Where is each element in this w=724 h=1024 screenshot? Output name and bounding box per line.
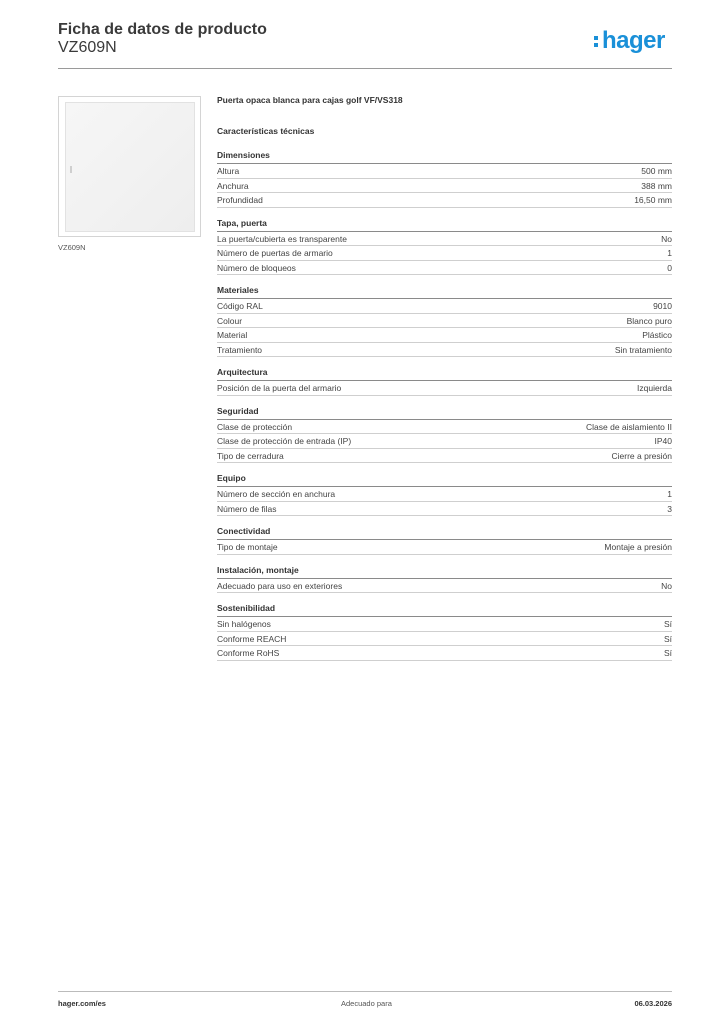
spec-label: Colour [217, 315, 243, 326]
spec-row [217, 502, 672, 517]
spec-value: 1 [667, 248, 672, 258]
spec-value: 388 mm [641, 180, 672, 191]
spec-label: Sin halógenos [217, 619, 271, 629]
spec-value: No [661, 580, 672, 591]
footer-date: 06.03.2026 [634, 999, 672, 1008]
spec-row [217, 434, 672, 449]
spec-row [217, 164, 672, 179]
spec-label: Clase de protección [217, 421, 293, 432]
section-heading: Equipo [217, 473, 672, 487]
spec-value: Plástico [642, 330, 672, 340]
spec-label: Adecuado para uso en exteriores [217, 580, 343, 591]
spec-section [217, 603, 672, 661]
section-heading: Dimensiones [217, 150, 672, 164]
spec-row [217, 632, 672, 647]
spec-value: Sí [663, 648, 672, 658]
spec-row [217, 579, 672, 594]
spec-row [217, 299, 672, 314]
spec-label: Número de bloqueos [217, 262, 296, 273]
spec-row [217, 449, 672, 464]
spec-label: Número de filas [217, 503, 277, 514]
spec-value: 0 [667, 262, 672, 273]
spec-label: La puerta/cubierta es transparente [217, 233, 347, 244]
spec-row [217, 487, 672, 502]
spec-value: Sí [663, 619, 672, 629]
section-heading: Tapa, puerta [217, 218, 672, 232]
logo-text: hager [602, 27, 665, 54]
spec-label: Conforme RoHS [217, 648, 280, 658]
spec-row [217, 246, 672, 261]
section-heading: Instalación, montaje [217, 565, 672, 579]
spec-row [217, 328, 672, 343]
spec-row [217, 381, 672, 396]
page-title: Ficha de datos de producto [58, 21, 267, 38]
spec-label: Tipo de cerradura [217, 450, 284, 461]
hager-logo[interactable] [594, 27, 674, 55]
spec-label: Anchura [217, 180, 249, 191]
spec-row [217, 261, 672, 276]
spec-row [217, 420, 672, 435]
spec-section [217, 367, 672, 396]
spec-section [217, 285, 672, 357]
spec-row [217, 179, 672, 194]
section-heading: Materiales [217, 285, 672, 299]
spec-value: 500 mm [641, 166, 672, 176]
logo-dots-icon [594, 36, 598, 50]
spec-label: Código RAL [217, 301, 263, 311]
spec-value: Blanco puro [626, 315, 672, 326]
spec-value: Clase de aislamiento II [586, 421, 672, 432]
spec-content [217, 95, 672, 671]
product-reference: VZ609N [58, 39, 117, 56]
spec-value: Sin tratamiento [614, 344, 672, 355]
section-heading: Arquitectura [217, 367, 672, 381]
spec-label: Altura [217, 166, 240, 176]
header-divider [58, 68, 672, 69]
product-name: Puerta opaca blanca para cajas golf VF/VS318 [217, 95, 403, 105]
spec-label: Posición de la puerta del armario [217, 383, 342, 393]
spec-row [217, 646, 672, 661]
image-caption: VZ609N [58, 243, 86, 252]
spec-label: Material [217, 330, 248, 340]
section-heading: Sostenibilidad [217, 603, 672, 617]
footer-note: Adecuado para [341, 999, 392, 1008]
spec-section [217, 473, 672, 516]
spec-label: Tratamiento [217, 344, 263, 355]
spec-label: Número de sección en anchura [217, 489, 336, 499]
footer-divider [58, 991, 672, 992]
spec-label: Profundidad [217, 195, 263, 205]
footer-website[interactable]: hager.com/es [58, 999, 106, 1008]
spec-value: IP40 [654, 436, 672, 446]
spec-section [217, 565, 672, 594]
spec-label: Número de puertas de armario [217, 248, 333, 258]
door-handle-icon [70, 166, 72, 173]
spec-section [217, 406, 672, 464]
spec-label: Clase de protección de entrada (IP) [217, 436, 352, 446]
section-heading: Conectividad [217, 526, 672, 540]
spec-row [217, 617, 672, 632]
spec-value: Cierre a presión [611, 450, 672, 461]
spec-value: 9010 [653, 301, 672, 311]
spec-row [217, 193, 672, 208]
spec-value: 1 [667, 489, 672, 499]
tech-specs-title: Características técnicas [217, 126, 315, 136]
spec-value: 16,50 mm [634, 195, 672, 205]
spec-sections [217, 150, 672, 661]
spec-row [217, 343, 672, 358]
spec-row [217, 232, 672, 247]
spec-value: Izquierda [637, 383, 672, 393]
spec-row [217, 540, 672, 555]
spec-label: Tipo de montaje [217, 542, 278, 552]
door-panel-icon [65, 102, 195, 232]
spec-value: Sí [663, 633, 672, 644]
spec-value: No [661, 233, 672, 244]
spec-value: Montaje a presión [604, 542, 672, 552]
spec-section [217, 526, 672, 555]
spec-section [217, 150, 672, 208]
spec-section [217, 218, 672, 276]
section-heading: Seguridad [217, 406, 672, 420]
spec-row [217, 314, 672, 329]
spec-label: Conforme REACH [217, 633, 287, 644]
product-image [58, 96, 201, 237]
spec-value: 3 [667, 503, 672, 514]
